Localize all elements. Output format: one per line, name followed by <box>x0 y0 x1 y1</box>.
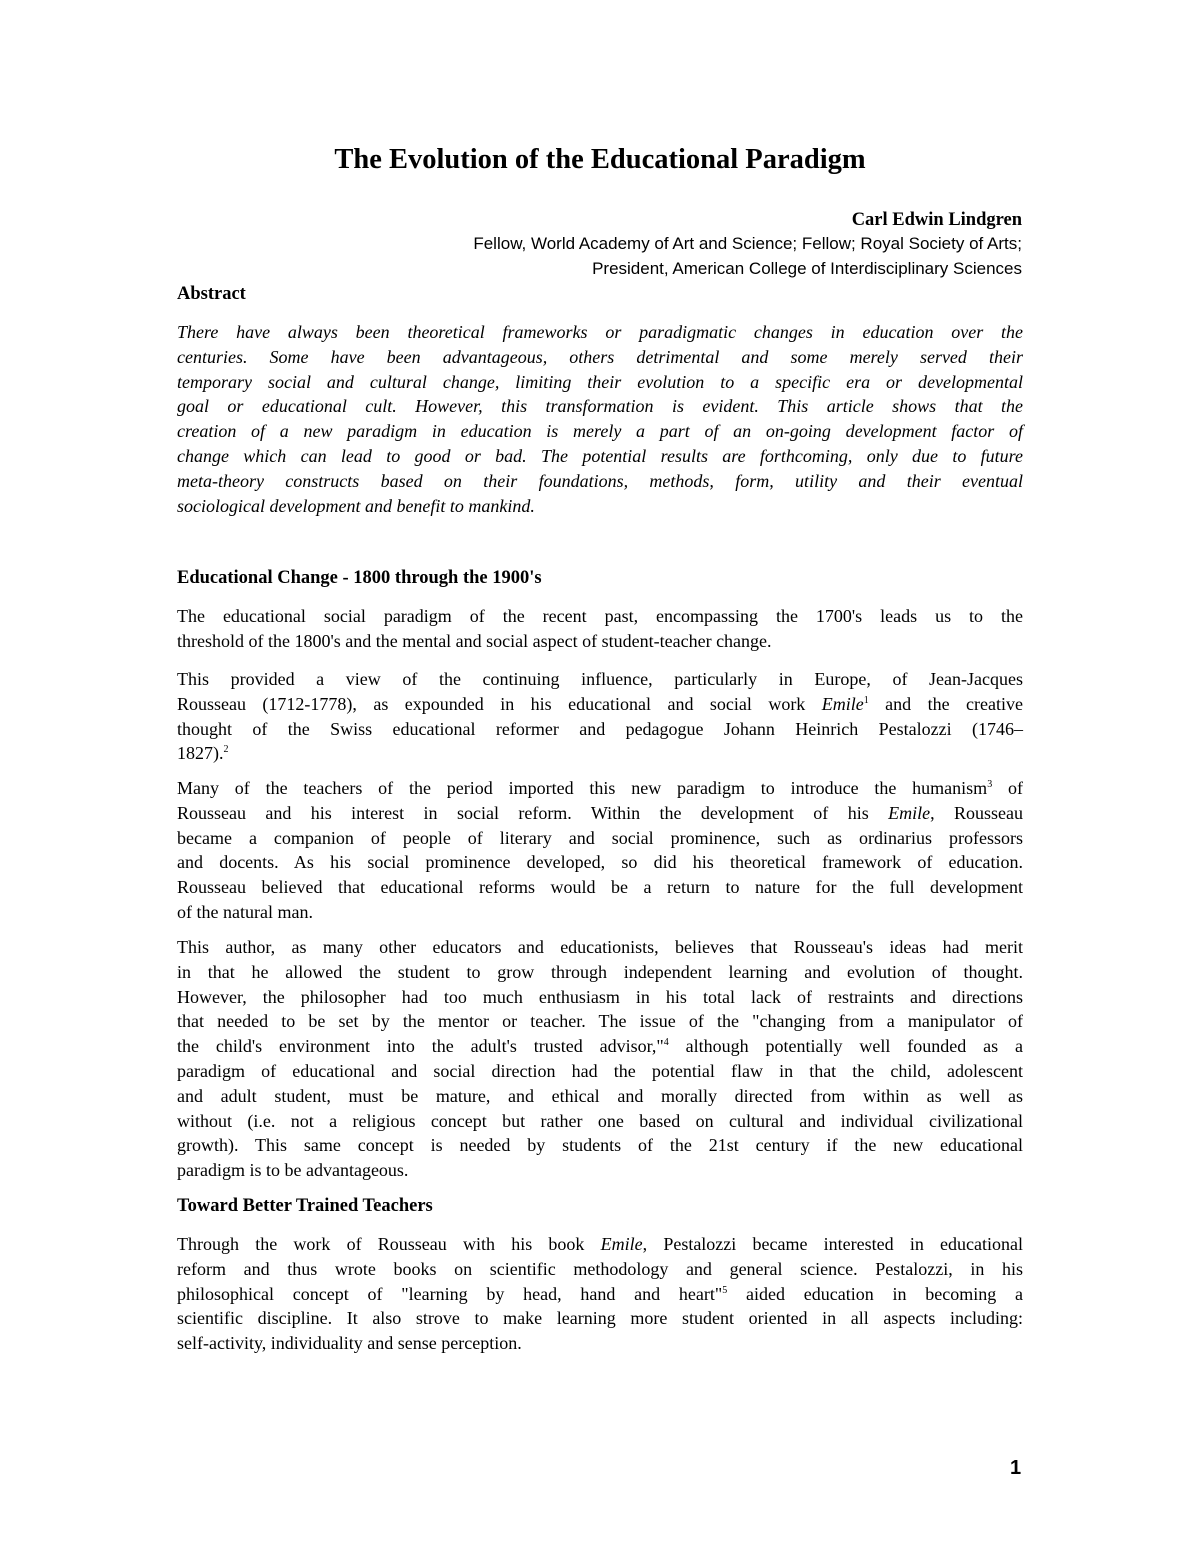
paragraph-3 <box>177 776 1023 925</box>
paragraph-line <box>177 776 1023 801</box>
paragraph-line: in that he allowed the student to grow through independent learning and evolution of thought. <box>177 961 1023 982</box>
section-heading-better-trained-teachers: Toward Better Trained Teachers <box>177 1196 433 1216</box>
paragraph-line: that needed to be set by the mentor or teacher. The issue of the "changing from a manipulator of <box>177 1011 1023 1032</box>
paragraph-line <box>177 692 1023 717</box>
abstract-heading: Abstract <box>177 284 246 304</box>
paragraph-line: Rousseau believed that educational reforms would be a return to nature for the full development <box>177 877 1023 898</box>
paragraph-line: reform and thus wrote books on scientific methodology and general science. Pestalozzi, in his <box>177 1258 1023 1279</box>
abstract-line: sociological development and benefit to mankind. <box>177 495 535 516</box>
text-run: Many of the teachers of the period imported this new paradigm to introduce the humanism <box>177 778 988 798</box>
author-affiliation-line1: Fellow, World Academy of Art and Science; Fellow; Royal Society of Arts; <box>473 234 1022 253</box>
paragraph-5 <box>177 1232 1023 1356</box>
abstract-line: temporary social and cultural change, limiting their evolution to a specific era or developmental <box>177 371 1023 392</box>
abstract-line: There have always been theoretical frameworks or paradigmatic changes in education over the <box>177 322 1023 342</box>
book-title-emile: Emile <box>888 802 931 823</box>
paragraph-4 <box>177 935 1023 1183</box>
text-run: Rousseau and his interest in social reform. Within the development of his <box>177 802 889 823</box>
text-run: Through the work of Rousseau with his book <box>177 1234 601 1254</box>
paper-title: The Evolution of the Educational Paradigm <box>334 144 866 175</box>
paragraph-line <box>177 741 1023 766</box>
text-run: although potentially well founded as a <box>668 1036 1023 1057</box>
paragraph-line <box>177 1034 1023 1059</box>
paragraph-line: thought of the Swiss educational reformer and pedagogue Johann Heinrich Pestalozzi (1746– <box>177 718 1023 739</box>
page-number: 1 <box>1010 1457 1022 1479</box>
text-run: the child's environment into the adult's trusted advisor," <box>177 1036 664 1057</box>
text-run: Rousseau (1712-1778), as expounded in his educational and social work <box>177 693 822 714</box>
paragraph-line: without (i.e. not a religious concept but rather one based on cultural and individual civilizational <box>177 1110 1023 1131</box>
section-heading-educational-change: Educational Change - 1800 through the 1900's <box>177 568 542 588</box>
footnote-ref-1: 1 <box>863 694 869 706</box>
abstract-line: meta-theory constructs based on their foundations, methods, form, utility and their eventual <box>177 470 1023 491</box>
abstract-line: creation of a new paradigm in education is merely a part of an on-going development factor of <box>177 421 1023 442</box>
paragraph-line: This author, as many other educators and educationists, believes that Rousseau's ideas had merit <box>177 937 1023 957</box>
text-run: and the creative <box>868 693 1023 714</box>
abstract-line: change which can lead to good or bad. The potential results are forthcoming, only due to future <box>177 445 1023 466</box>
abstract-line: goal or educational cult. However, this transformation is evident. This article shows that the <box>177 396 1023 417</box>
paragraph-2 <box>177 667 1023 766</box>
paragraph-line: growth). This same concept is needed by students of the 21st century if the new educational <box>177 1135 1023 1156</box>
text-run: , Pestalozzi became interested in educational <box>642 1234 1023 1254</box>
text-run: 1827). <box>177 743 224 764</box>
abstract-text <box>177 320 1023 518</box>
paragraph-line: became a companion of people of literary and social prominence, such as ordinarius professors <box>177 827 1023 848</box>
author-affiliation-line2: President, American College of Interdisciplinary Sciences <box>592 259 1022 278</box>
paragraph-line: and docents. As his social prominence developed, so did his theoretical framework of education. <box>177 852 1023 873</box>
author-name: Carl Edwin Lindgren <box>851 210 1022 230</box>
text-run: , Rousseau <box>930 802 1024 823</box>
paragraph-line: and adult student, must be mature, and ethical and morally directed from within as well as <box>177 1085 1023 1106</box>
paragraph-line: threshold of the 1800's and the mental and social aspect of student-teacher change. <box>177 630 772 651</box>
text-run: aided education in becoming a <box>727 1283 1023 1304</box>
paragraph-line: paradigm is to be advantageous. <box>177 1160 409 1181</box>
abstract-line: centuries. Some have been advantageous, others detrimental and some merely served their <box>177 346 1023 367</box>
paragraph-line: of the natural man. <box>177 901 313 922</box>
book-title-emile: Emile <box>821 693 864 714</box>
footnote-ref-3: 3 <box>987 779 993 790</box>
footnote-ref-5: 5 <box>722 1284 728 1296</box>
paragraph-line: However, the philosopher had too much enthusiasm in his total lack of restraints and directions <box>177 986 1023 1007</box>
paragraph-line <box>177 801 1023 826</box>
book-title-emile: Emile <box>600 1234 643 1254</box>
footnote-ref-4: 4 <box>663 1037 669 1049</box>
paragraph-line: The educational social paradigm of the recent past, encompassing the 1700's leads us to the <box>177 606 1023 626</box>
paragraph-line: paradigm of educational and social direction had the potential flaw in that the child, adolescent <box>177 1060 1023 1081</box>
paragraph-line: This provided a view of the continuing influence, particularly in Europe, of Jean-Jacques <box>177 669 1023 689</box>
text-run: of <box>992 778 1023 798</box>
paragraph-1 <box>177 604 1023 654</box>
paragraph-line <box>177 1282 1023 1307</box>
paragraph-line: scientific discipline. It also strove to make learning more student oriented in all aspects including: <box>177 1308 1023 1329</box>
text-run: philosophical concept of "learning by head, hand and heart" <box>177 1283 723 1304</box>
footnote-ref-2: 2 <box>223 744 229 756</box>
paragraph-line: self-activity, individuality and sense perception. <box>177 1333 522 1354</box>
paragraph-line <box>177 1232 1023 1257</box>
